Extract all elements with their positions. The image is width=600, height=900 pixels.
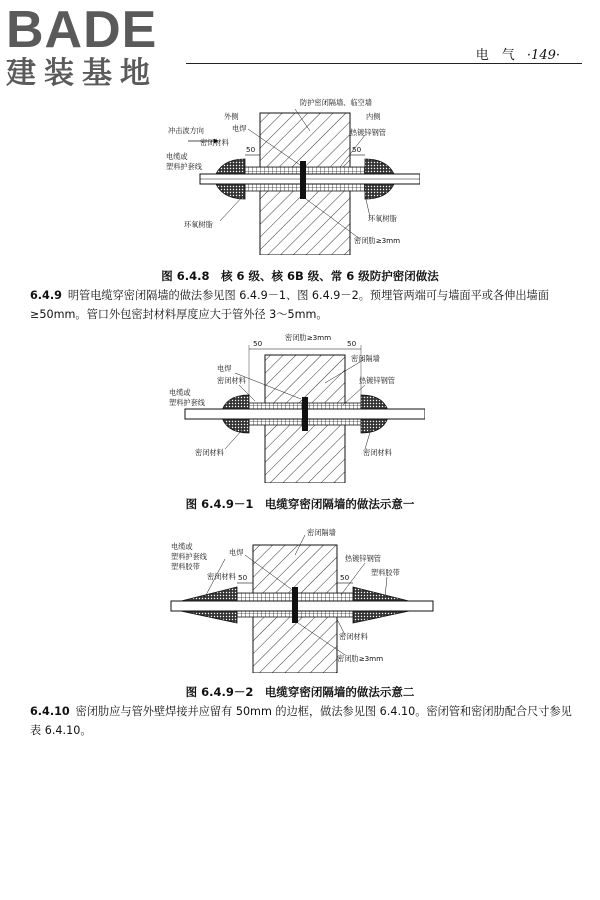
logo-wordmark: BADE [6, 1, 158, 59]
figure-6-4-8-caption: 图 6.4.8 核 6 级、核 6B 级、常 6 级防护密闭做法 [161, 269, 439, 283]
label-rib: 密闭肋≥3mm [354, 236, 401, 245]
label-cable: 电缆或 [166, 152, 188, 161]
logo-subtitle: 建装基地 [6, 56, 158, 91]
label-cable: 电缆或 [171, 542, 193, 551]
label-pipe: 热镀锌钢管 [350, 128, 386, 137]
label-cable-sheath: 塑料护套线 [171, 552, 207, 561]
label-cable-sheath: 塑料护套线 [166, 162, 202, 171]
clause-number: 6.4.9 [30, 289, 62, 302]
label-cable-sheath: 塑料护套线 [169, 398, 205, 407]
label-wall: 防护密闭隔墙、临空墙 [300, 98, 372, 107]
label-rib: 密闭肋≥3mm [285, 333, 332, 342]
label-wall: 密闭隔墙 [351, 354, 380, 363]
label-weld: 电焊 [229, 548, 244, 557]
label-tape-left: 塑料胶带 [171, 562, 200, 571]
label-sealant-bottom-right: 密闭材料 [363, 448, 392, 457]
figure-6-4-9-1-caption: 图 6.4.9－1 电缆穿密闭隔墙的做法示意一 [185, 497, 415, 511]
paragraph-6-4-9 [30, 286, 580, 324]
label-sealant-bottom-left: 密闭材料 [195, 448, 224, 457]
label-wall: 密闭隔墙 [307, 528, 336, 537]
dim-50-right: 50 [352, 145, 362, 154]
label-epoxy-right: 环氧树脂 [368, 214, 397, 223]
clause-text: 明管电缆穿密闭隔墙的做法参见图 6.4.9－1、图 6.4.9－2。预埋管两端可与墙面平或各伸出墙面≥50mm。管口外包密封材料厚度应大于管外径 3～5mm。 [30, 289, 549, 321]
dim-50-right: 50 [347, 339, 357, 348]
running-header [476, 44, 560, 63]
label-cable: 电缆或 [169, 388, 191, 397]
clause-number: 6.4.10 [30, 705, 70, 718]
bade-logo [6, 1, 181, 92]
label-outer-side: 外侧 [224, 112, 239, 121]
paragraph-6-4-10 [30, 702, 580, 740]
label-pipe: 热镀锌钢管 [359, 376, 395, 385]
header-section: 电 气 [475, 48, 515, 63]
label-weld: 电焊 [217, 364, 232, 373]
header-page-number: ·149· [526, 48, 560, 63]
figure-6-4-9-1 [165, 333, 425, 483]
dim-50-left: 50 [238, 573, 248, 582]
figure-6-4-9-2 [165, 525, 435, 673]
label-tape-right: 塑料胶带 [371, 568, 400, 577]
label-rib: 密闭肋≥3mm [337, 654, 384, 663]
label-sealant-bottom: 密闭材料 [339, 632, 368, 641]
label-sealant-top: 密闭材料 [217, 376, 246, 385]
label-sealant-top: 密闭材料 [207, 572, 236, 581]
dim-50-left: 50 [253, 339, 263, 348]
label-epoxy-left: 环氧树脂 [184, 220, 213, 229]
clause-text: 密闭肋应与管外壁焊接并应留有 50mm 的边框，做法参见图 6.4.10。密闭管和密闭肋配合尺寸参见表 6.4.10。 [30, 705, 572, 737]
label-pipe: 热镀锌钢管 [345, 554, 381, 563]
label-inner-side: 内侧 [366, 112, 381, 121]
dim-50-right: 50 [340, 573, 350, 582]
dim-50-left: 50 [246, 145, 256, 154]
label-weld: 电焊 [232, 124, 247, 133]
figure-6-4-8 [160, 95, 420, 255]
header-rule [186, 63, 582, 64]
label-sealant: 密闭材料 [200, 138, 229, 147]
label-shock-direction: 冲击波方向 [168, 126, 204, 135]
figure-6-4-9-2-caption: 图 6.4.9－2 电缆穿密闭隔墙的做法示意二 [185, 685, 415, 699]
